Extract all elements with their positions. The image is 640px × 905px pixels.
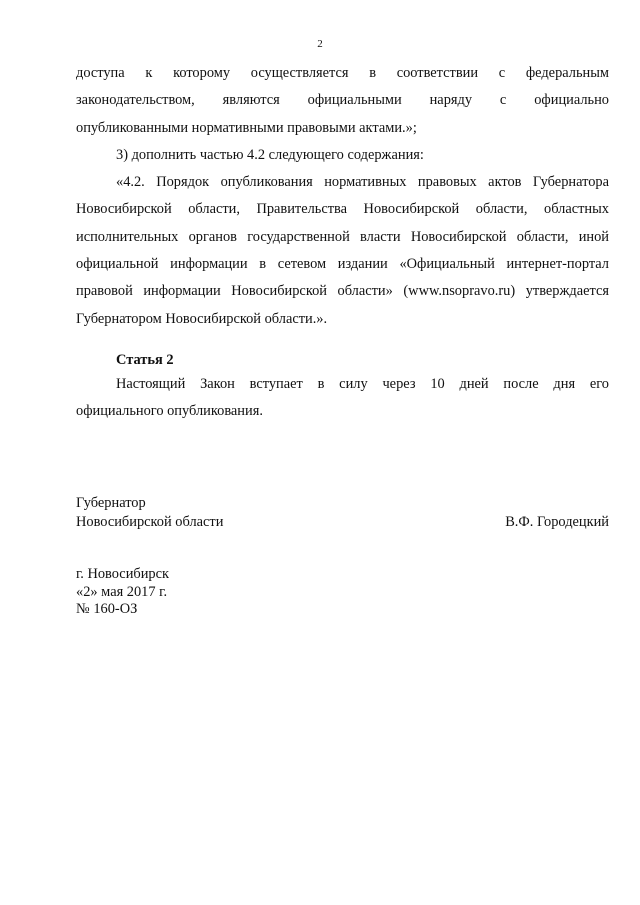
signing-date: «2» мая 2017 г. [76,583,168,600]
signer-name: В.Ф. Городецкий [505,514,609,530]
text-line: Настоящий Закон вступает в силу через 10 дней после дня его [116,376,609,392]
quote-line: Губернатором Новосибирской области.». [76,310,328,327]
page-number: 2 [317,38,323,50]
text-line: законодательством, являются официальными наряду с официально [76,92,609,109]
article-2-heading: Статья 2 [116,352,174,368]
signer-title: Губернатор [76,495,146,511]
quote-line: «4.2. Порядок опубликования нормативных правовых актов Губернатора [116,174,609,191]
quote-line: Новосибирской области, Правительства Новосибирской области, областных [76,201,609,218]
place-date-number-block [76,566,169,619]
text-line: опубликованными нормативными правовыми актами.»; [76,119,417,136]
signature-block [76,494,609,532]
text-line: официального опубликования. [76,403,263,420]
text-line: доступа к которому осуществляется в соответствии с федеральным [76,65,609,81]
city: г. Новосибирск [76,566,169,582]
quote-line: правовой информации Новосибирской области» (www.nsopravo.ru) утверждается [76,283,609,300]
quote-line: исполнительных органов государственной власти Новосибирской области, иной [76,228,609,245]
signer-region: Новосибирской области [76,514,224,530]
article-2-text [76,371,609,426]
item-3-text: 3) дополнить частью 4.2 следующего содержания: [116,146,424,163]
quote-line: официальной информации в сетевом издании «Официальный интернет-портал [76,256,609,273]
law-number: № 160-ОЗ [76,601,138,617]
law-body-text [76,60,609,333]
